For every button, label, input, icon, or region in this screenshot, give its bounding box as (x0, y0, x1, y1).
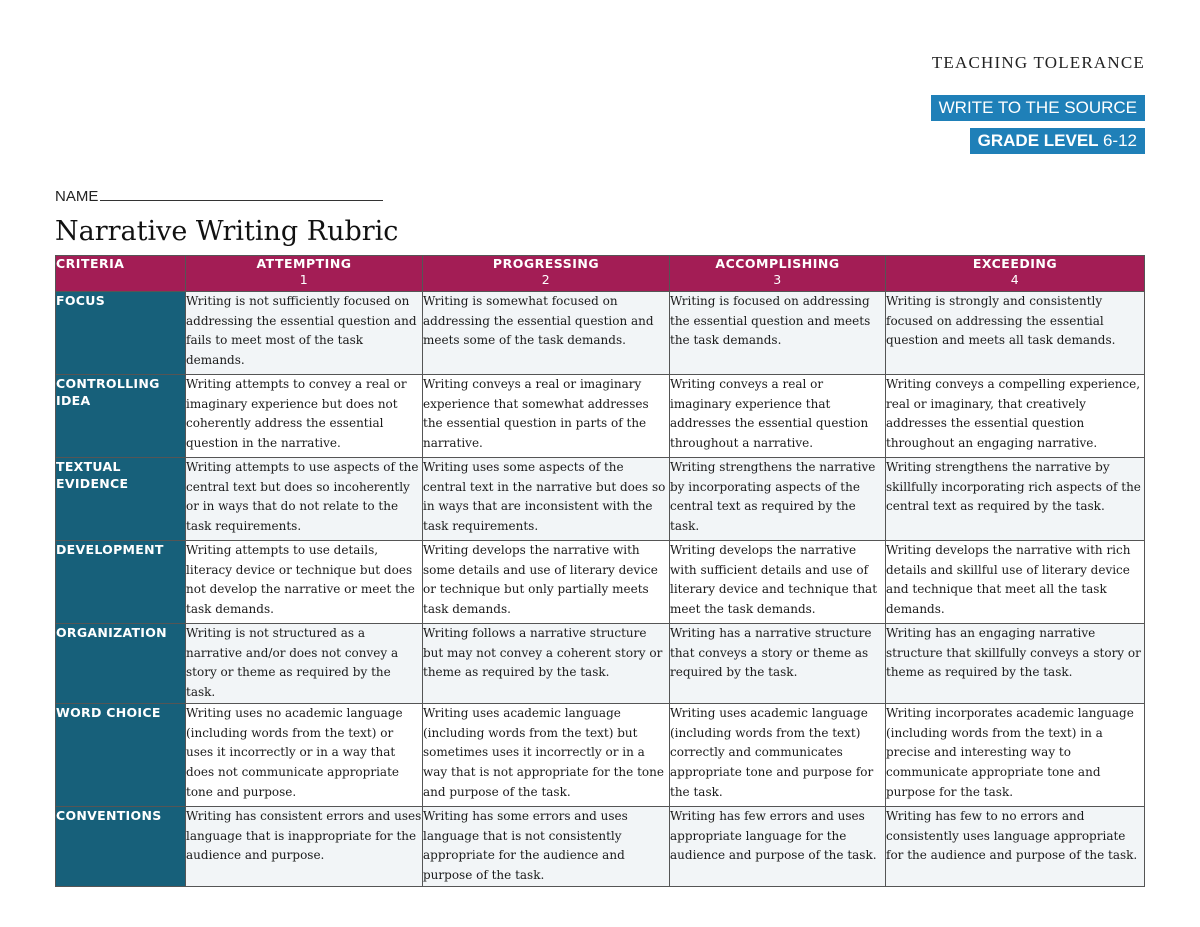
rubric-cell: Writing attempts to use aspects of the central text but does so incoherently or in ways that do not relate to the task requirements. (186, 458, 423, 541)
rubric-table (55, 255, 1145, 887)
page-title: Narrative Writing Rubric (55, 216, 399, 247)
rubric-row (56, 806, 1145, 886)
write-to-source-tag: WRITE TO THE SOURCE (931, 95, 1145, 121)
rubric-cell: Writing incorporates academic language (including words from the text) in a precise and interesting way to communicate appropriate tone and purpose for the task. (886, 703, 1145, 806)
rubric-cell: Writing attempts to convey a real or imaginary experience but does not coherently address the essential question in the narrative. (186, 375, 423, 458)
rubric-cell: Writing conveys a real or imaginary experience that somewhat addresses the essential question in parts of the narrative. (423, 375, 670, 458)
level-header (186, 256, 423, 292)
level-header (670, 256, 886, 292)
organization-name: TEACHING TOLERANCE (931, 53, 1145, 72)
level-header (423, 256, 670, 292)
criterion-label: FOCUS (56, 292, 186, 375)
rubric-cell: Writing is strongly and consistently focused on addressing the essential question and meets all task demands. (886, 292, 1145, 375)
rubric-cell: Writing has some errors and uses language that is not consistently appropriate for the audience and purpose of the task. (423, 806, 670, 886)
rubric-cell: Writing uses academic language (including words from the text) correctly and communicates appropriate tone and purpose for the task. (670, 703, 886, 806)
rubric-cell: Writing has a narrative structure that conveys a story or theme as required by the task. (670, 624, 886, 704)
rubric-row (56, 458, 1145, 541)
rubric-cell: Writing is not structured as a narrative and/or does not convey a story or theme as required by the task. (186, 624, 423, 704)
name-field[interactable] (55, 186, 383, 205)
rubric-cell: Writing uses academic language (including words from the text) but sometimes uses it incorrectly or in a way that is not appropriate for the tone and purpose of the task. (423, 703, 670, 806)
name-label: NAME (55, 188, 99, 205)
rubric-cell: Writing conveys a compelling experience, real or imaginary, that creatively addresses the essential question throughout an engaging narrative. (886, 375, 1145, 458)
rubric-cell: Writing has an engaging narrative structure that skillfully conveys a story or theme as required by the task. (886, 624, 1145, 704)
rubric-row (56, 541, 1145, 624)
rubric-cell: Writing is somewhat focused on addressing the essential question and meets some of the task demands. (423, 292, 670, 375)
level-number: 2 (541, 272, 551, 287)
rubric-cell: Writing uses some aspects of the central text in the narrative but does so in ways that are inconsistent with the task requirements. (423, 458, 670, 541)
rubric-cell: Writing attempts to use details, literacy device or technique but does not develop the narrative or meet the task demands. (186, 541, 423, 624)
criterion-label: WORD CHOICE (56, 703, 186, 806)
rubric-cell: Writing has few to no errors and consistently uses language appropriate for the audience and purpose of the task. (886, 806, 1145, 886)
criterion-label: CONTROLLING IDEA (56, 375, 186, 458)
level-number: 3 (773, 272, 782, 287)
rubric-cell: Writing develops the narrative with some details and use of literary device or technique but only partially meets task demands. (423, 541, 670, 624)
rubric-cell: Writing is not sufficiently focused on addressing the essential question and fails to meet most of the task demands. (186, 292, 423, 375)
rubric-cell: Writing has few errors and uses appropriate language for the audience and purpose of the task. (670, 806, 886, 886)
criterion-label: ORGANIZATION (56, 624, 186, 704)
header-row (56, 256, 1145, 292)
grade-level-label: GRADE LEVEL (977, 131, 1099, 150)
rubric-cell: Writing has consistent errors and uses language that is inappropriate for the audience and purpose. (186, 806, 423, 886)
rubric-row (56, 703, 1145, 806)
level-label: PROGRESSING (492, 256, 600, 271)
level-label: ACCOMPLISHING (715, 256, 840, 271)
grade-level-tag (970, 128, 1145, 154)
rubric-row (56, 292, 1145, 375)
criteria-header: CRITERIA (56, 256, 186, 292)
rubric-cell: Writing follows a narrative structure but may not convey a coherent story or theme as required by the task. (423, 624, 670, 704)
criterion-label: TEXTUAL EVIDENCE (56, 458, 186, 541)
rubric-cell: Writing is focused on addressing the essential question and meets the task demands. (670, 292, 886, 375)
rubric-cell: Writing strengthens the narrative by incorporating aspects of the central text as required by the task. (670, 458, 886, 541)
level-number: 1 (299, 272, 309, 287)
rubric-row (56, 375, 1145, 458)
grade-level-value: 6-12 (1102, 131, 1137, 150)
criterion-label: DEVELOPMENT (56, 541, 186, 624)
name-underline[interactable] (100, 186, 383, 201)
level-label: ATTEMPTING (256, 256, 352, 271)
rubric-cell: Writing develops the narrative with rich details and skillful use of literary device and technique that meet all the task demands. (886, 541, 1145, 624)
rubric-cell: Writing uses no academic language (including words from the text) or uses it incorrectly or in a way that does not communicate appropriate tone and purpose. (186, 703, 423, 806)
criterion-label: CONVENTIONS (56, 806, 186, 886)
level-number: 4 (1010, 272, 1020, 287)
rubric-cell: Writing strengthens the narrative by skillfully incorporating rich aspects of the central text as required by the task. (886, 458, 1145, 541)
level-header (886, 256, 1145, 292)
rubric-cell: Writing conveys a real or imaginary experience that addresses the essential question throughout a narrative. (670, 375, 886, 458)
rubric-row (56, 624, 1145, 704)
level-label: EXCEEDING (972, 256, 1058, 271)
rubric-cell: Writing develops the narrative with sufficient details and use of literary device and technique that meet the task demands. (670, 541, 886, 624)
